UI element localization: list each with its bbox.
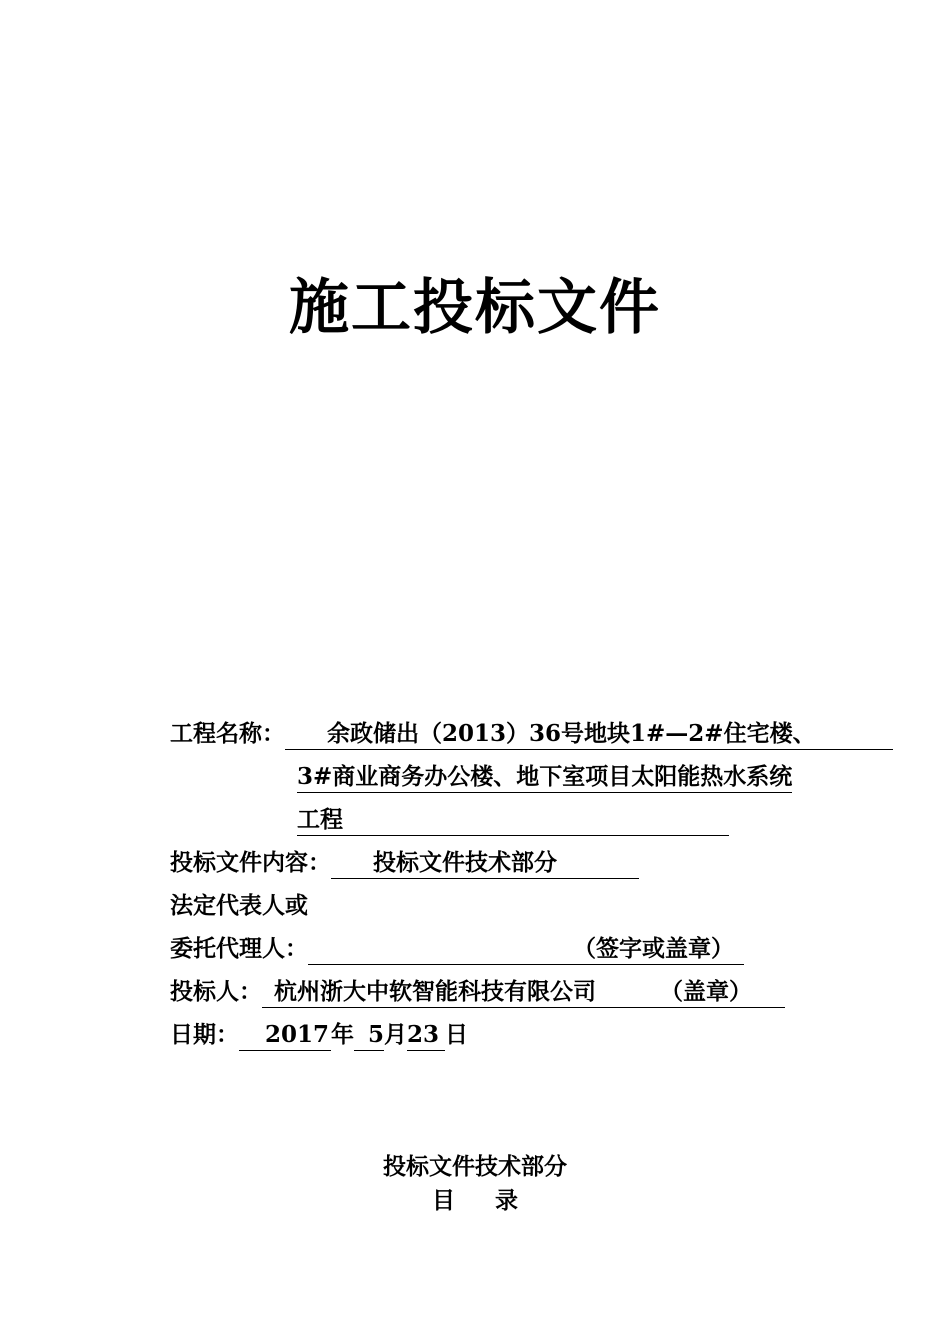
document-title: 施工投标文件: [289, 273, 661, 343]
date-month-unit: 月: [384, 1021, 407, 1048]
footer-subtitle: 投标文件技术部分: [383, 1153, 567, 1180]
bidder-row: [170, 970, 870, 1013]
representative-label-2: 委托代理人：: [170, 935, 308, 962]
content-value: [331, 848, 639, 879]
project-name-row-3: [170, 798, 870, 841]
project-name-line3: 工程: [297, 805, 729, 836]
content-row: [170, 841, 870, 884]
project-name-line1: [285, 719, 893, 750]
representative-row-2: [170, 927, 870, 970]
cover-footer: [0, 1150, 950, 1218]
representative-row-1: [170, 884, 870, 927]
date-row: [170, 1013, 870, 1056]
representative-label-1: 法定代表人或: [170, 892, 308, 919]
date-day: 23: [407, 1020, 445, 1051]
date-year: 2017: [239, 1020, 331, 1051]
signature-line: [308, 934, 744, 965]
signature-note: （签字或盖章）: [573, 935, 734, 962]
date-month: 5: [354, 1020, 384, 1051]
toc-char-1: 目: [432, 1187, 455, 1214]
bidder-value-line: [262, 977, 785, 1008]
cover-fields: [170, 712, 870, 1056]
date-day-unit: 日: [445, 1021, 468, 1048]
bidder-seal-note: （盖章）: [660, 978, 752, 1005]
content-label: 投标文件内容：: [170, 849, 331, 876]
content-value-text: 投标文件技术部分: [373, 849, 557, 876]
date-label: 日期：: [170, 1021, 239, 1048]
project-name-line1-text: 余政储出（2013）36号地块1#—2#住宅楼、: [327, 720, 816, 747]
toc-char-2: 录: [495, 1187, 518, 1214]
project-name-row-2: [170, 755, 870, 798]
project-name-line2: 3#商业商务办公楼、地下室项目太阳能热水系统: [297, 762, 792, 793]
bidder-label: 投标人：: [170, 978, 262, 1005]
toc-title: [0, 1184, 950, 1218]
bidder-name: 杭州浙大中软智能科技有限公司: [274, 978, 596, 1005]
date-year-unit: 年: [331, 1021, 354, 1048]
project-name-label: 工程名称：: [170, 720, 285, 747]
project-name-row: [170, 712, 870, 755]
